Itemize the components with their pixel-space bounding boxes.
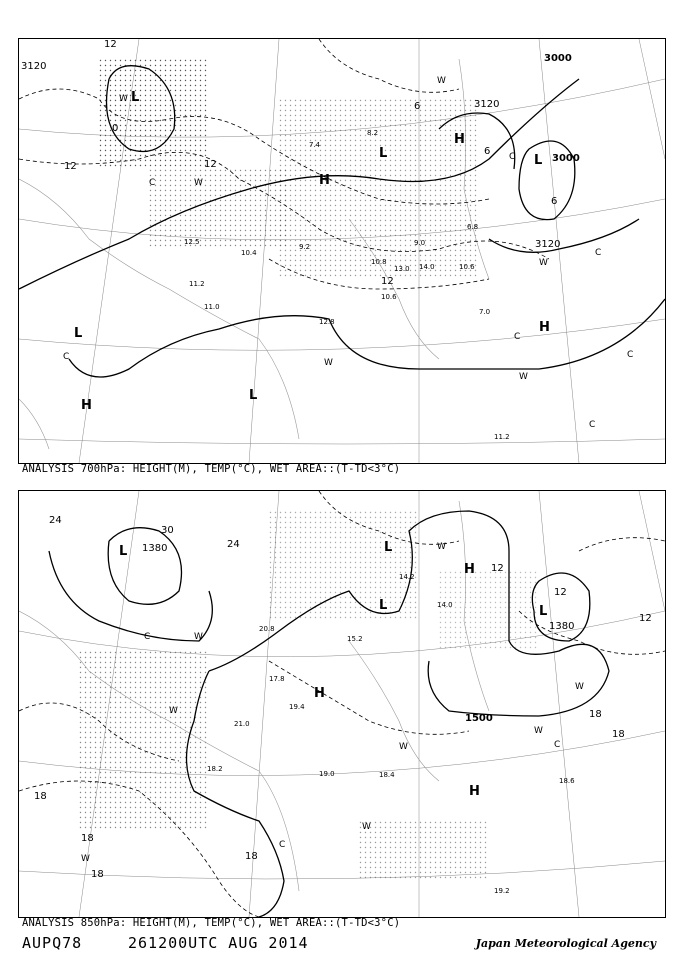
station-value: 10.4	[241, 249, 257, 257]
high-center: H	[539, 320, 550, 335]
temp-label: 12	[554, 587, 567, 598]
temp-label: 0	[112, 123, 119, 134]
caption-850hpa: ANALYSIS 850hPa: HEIGHT(M), TEMP(°C), WET AREA::(T-TD<3°C)	[22, 917, 401, 929]
cold-mark: C	[149, 178, 156, 188]
station-value: 11.2	[189, 280, 205, 288]
station-value: 7.0	[479, 308, 491, 316]
map-panel-850hpa	[18, 490, 666, 918]
low-center: L	[131, 90, 140, 105]
cold-mark: C	[509, 152, 516, 162]
station-value: 10.6	[381, 293, 397, 301]
cold-mark: C	[279, 840, 286, 850]
station-value: 11.0	[204, 303, 220, 311]
high-center: H	[314, 686, 325, 701]
low-center: L	[379, 598, 388, 613]
cold-mark: C	[589, 420, 596, 430]
high-center: H	[81, 398, 92, 413]
station-value: 19.2	[494, 887, 510, 895]
map-700hpa-svg	[19, 39, 665, 463]
cold-mark: C	[144, 632, 151, 642]
contour-label: 3120	[474, 99, 500, 110]
station-value: 11.2	[494, 433, 510, 441]
temp-label: 12	[204, 159, 217, 170]
contour-label: 3120	[535, 239, 561, 250]
contour-label: 1500	[465, 713, 493, 724]
contour-label: 3120	[21, 61, 47, 72]
station-value: 10.8	[371, 258, 387, 266]
contour-label: 1380	[549, 621, 575, 632]
station-value: 15.2	[347, 635, 363, 643]
temp-label: 24	[49, 515, 62, 526]
warm-mark: W	[519, 372, 528, 382]
cold-mark: C	[627, 350, 634, 360]
low-center: L	[74, 326, 83, 341]
warm-mark: W	[194, 632, 203, 642]
warm-mark: W	[539, 258, 548, 268]
warm-mark: W	[194, 178, 203, 188]
station-value: 13.0	[394, 265, 410, 273]
map-panel-700hpa	[18, 38, 666, 464]
cold-mark: C	[514, 332, 521, 342]
temp-label: 24	[227, 539, 240, 550]
cold-mark: C	[595, 248, 602, 258]
warm-mark: W	[324, 358, 333, 368]
low-center: L	[534, 153, 543, 168]
station-value: 19.0	[319, 770, 335, 778]
station-value: 14.0	[437, 601, 453, 609]
station-value: 17.8	[269, 675, 285, 683]
agency-credit: Japan Meteorological Agency	[475, 937, 656, 950]
low-center: L	[384, 540, 393, 555]
warm-mark: W	[169, 706, 178, 716]
temp-label: 6	[414, 101, 421, 112]
low-center: L	[379, 146, 388, 161]
caption-700hpa: ANALYSIS 700hPa: HEIGHT(M), TEMP(°C), WET AREA::(T-TD<3°C)	[22, 463, 401, 475]
temp-label: 18	[91, 869, 104, 880]
station-value: 20.8	[259, 625, 275, 633]
cold-mark: C	[554, 740, 561, 750]
station-value: 9.2	[299, 243, 311, 251]
temp-label: 18	[34, 791, 47, 802]
temp-label: 30	[161, 525, 174, 536]
warm-mark: W	[119, 94, 128, 104]
warm-mark: W	[575, 682, 584, 692]
station-value: 12.5	[184, 238, 200, 246]
contour-label: 3000	[544, 53, 572, 64]
temp-label: 18	[612, 729, 625, 740]
station-value: 7.4	[309, 141, 321, 149]
station-value: 14.2	[399, 573, 415, 581]
map-850hpa-svg	[19, 491, 665, 917]
temp-label: 18	[81, 833, 94, 844]
temp-label: 6	[484, 146, 491, 157]
low-center: L	[249, 388, 258, 403]
temp-label: 18	[245, 851, 258, 862]
high-center: H	[469, 784, 480, 799]
cold-mark: C	[63, 352, 70, 362]
temp-label: 12	[104, 39, 117, 50]
warm-mark: W	[534, 726, 543, 736]
low-center: L	[119, 544, 128, 559]
station-value: 14.0	[419, 263, 435, 271]
temp-label: 12	[64, 161, 77, 172]
station-value: 9.0	[414, 239, 426, 247]
high-center: H	[454, 132, 465, 147]
station-value: 18.6	[559, 777, 575, 785]
warm-mark: W	[437, 76, 446, 86]
warm-mark: W	[362, 822, 371, 832]
temp-label: 12	[639, 613, 652, 624]
station-value: 18.4	[379, 771, 395, 779]
contour-label: 1380	[142, 543, 168, 554]
low-center: L	[539, 604, 548, 619]
contour-label: 3000	[552, 153, 580, 164]
station-value: 19.4	[289, 703, 305, 711]
station-value: 6.8	[467, 223, 479, 231]
chart-code: AUPQ78	[22, 934, 83, 952]
station-value: 10.6	[459, 263, 475, 271]
warm-mark: W	[399, 742, 408, 752]
valid-time: 261200UTC AUG 2014	[128, 934, 309, 952]
high-center: H	[464, 562, 475, 577]
station-value: 18.2	[207, 765, 223, 773]
warm-mark: W	[437, 542, 446, 552]
temp-label: 18	[589, 709, 602, 720]
temp-label: 12	[491, 563, 504, 574]
station-value: 8.2	[367, 129, 379, 137]
temp-label: 12	[381, 276, 394, 287]
temp-label: 6	[551, 196, 558, 207]
warm-mark: W	[81, 854, 90, 864]
station-value: 12.8	[319, 318, 335, 326]
high-center: H	[319, 173, 330, 188]
station-value: 21.0	[234, 720, 250, 728]
